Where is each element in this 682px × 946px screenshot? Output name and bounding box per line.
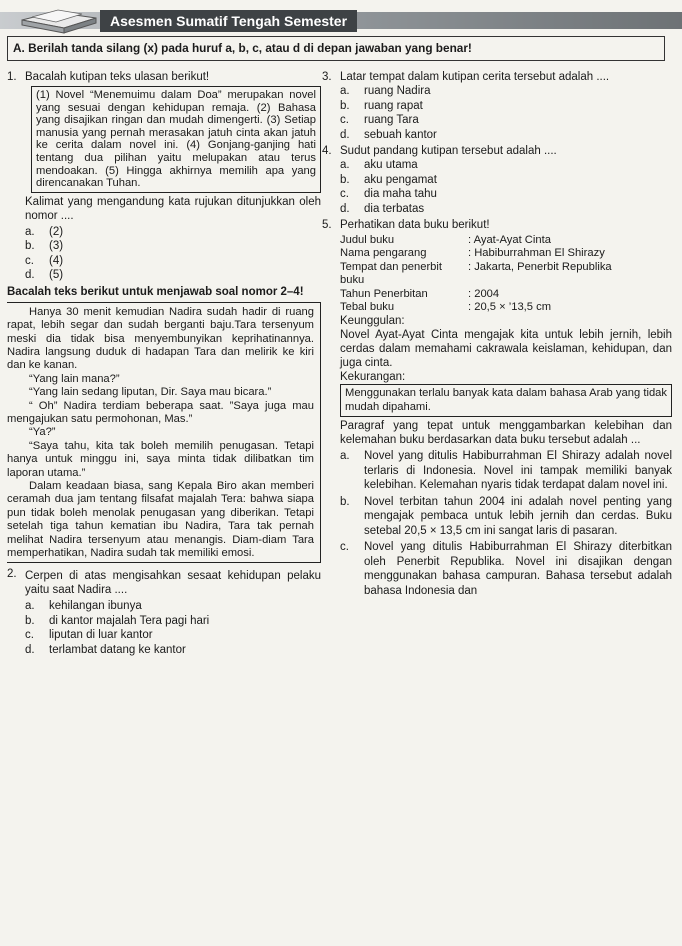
passage-heading: Bacalah teks berikut untuk menjawab soal nomor 2–4! [7,285,304,298]
option-letter: a. [25,600,35,613]
option-text: Novel yang ditulis Habiburrahman El Shirazy adalah novel terlaris di Indonesia. Novel ini tampak memiliki banyak kelebihan. Kelemahan nyaris tidak terdapat dalam novel ini. [364,450,672,492]
book-data-row [340,261,672,288]
header-title: Asesmen Sumatif Tengah Semester [100,10,357,32]
strength-label: Keunggulan: [340,315,405,328]
option-text: dia maha tahu [364,188,437,200]
option-letter: d. [25,643,35,656]
right-column [322,70,672,598]
question-1 [7,70,321,283]
option-d[interactable] [25,643,321,658]
question-4 [322,144,672,216]
book-data-value: : 20,5 × ’13,5 cm [468,301,552,314]
option-letter: d. [340,128,350,141]
question-number: 3. [322,71,332,83]
story-paragraph: “ Oh” Nadira terdiam beberapa saat. ”Saya juga mau mengajukan satu permohonan, Mas.” [7,399,314,425]
book-data-row [340,301,672,314]
book-data-table [340,234,672,314]
option-c[interactable] [340,113,672,128]
weakness-text: Menggunakan terlalu banyak kata dalam bahasa Arab yang tidak mudah dipahami. [340,384,672,417]
option-letter: c. [340,188,349,200]
option-text: ruang Tara [364,114,419,126]
option-text: kehilangan ibunya [49,600,142,613]
option-b[interactable] [25,614,321,629]
option-c[interactable] [25,628,321,643]
book-data-label: Nama pengarang [340,247,427,260]
option-a[interactable] [25,599,321,614]
option-letter: b. [340,99,350,112]
option-b[interactable] [340,495,672,539]
question-number: 4. [322,145,332,157]
question-1-text: Kalimat yang mengandung kata rujukan ditunjukkan oleh nomor .... [25,195,321,222]
option-letter: c. [25,254,34,267]
book-data-label: Tahun Penerbitan [340,287,428,300]
option-a[interactable] [340,449,672,493]
option-letter: b. [25,614,35,627]
option-text: ruang rapat [364,99,423,112]
story-paragraph: “Ya?” [29,426,56,439]
review-excerpt: (1) Novel “Menemuimu dalam Doa” merupakan novel yang sesuai dengan kehidupan remaja. (2) Bahasa yang disajikan ringan dan mudah dimengerti. (3) Setiap manusia yang pernah merasakan jatuh cinta akan jatuh ke cerita dalam novel ini. (4) Gonjang-ganjing hati tentang dua pilihan yaitu melupakan atau terus mendoakan. (5) Hingga akhirnya memilih apa yang direncanakan Tuhan. [31,86,321,193]
option-d[interactable] [340,202,672,217]
option-text: dia terbatas [364,202,425,215]
option-letter: a. [340,450,350,463]
book-data-value: : Habiburrahman El Shirazy [468,247,605,260]
book-data-row [340,247,672,260]
option-d[interactable] [25,268,321,283]
question-1-prompt: Bacalah kutipan teks ulasan berikut! [25,71,210,83]
option-letter: c. [340,541,349,554]
option-b[interactable] [25,239,321,254]
option-text: (2) [49,225,64,238]
option-letter: b. [340,495,350,508]
option-letter: d. [340,202,350,215]
question-3-text: Latar tempat dalam kutipan cerita tersebut adalah .... [340,71,610,83]
book-icon [18,4,100,34]
story-passage [7,302,321,564]
option-letter: c. [25,629,34,642]
book-data-value: : Ayat-Ayat Cinta [468,234,551,246]
story-paragraph: Hanya 30 menit kemudian Nadira sudah hadir di ruang rapat, lebih segar dan sudah berganti baju.Tara tersenyum meski dia tidak bisa menyembunyikan keprihatinannya. Nadira langsung duduk di hadapan Tara dan melirik ke kiri dan ke kanan. [7,305,314,372]
book-data-label: Tempat dan penerbit buku [340,260,442,287]
question-5 [322,218,672,598]
question-5-prompt: Perhatikan data buku berikut! [340,219,490,231]
option-c[interactable] [340,187,672,202]
story-paragraph: “Yang lain sedang liputan, Dir. Saya mau bicara.” [29,386,272,399]
option-text: aku pengamat [364,173,437,186]
option-letter: c. [340,114,349,126]
option-letter: a. [25,225,35,238]
option-text: (5) [49,269,64,282]
option-letter: b. [25,240,35,253]
option-text: aku utama [364,159,418,171]
question-4-text: Sudut pandang kutipan tersebut adalah .... [340,145,557,157]
option-text: Novel terbitan tahun 2004 ini adalah novel penting yang mengajak pembaca untuk lebih jernih dan cerdas. Buku setebal 20,5 × 13,5 cm ini sangat laris di pasaran. [364,495,672,537]
option-c[interactable] [340,540,672,598]
option-text: ruang Nadira [364,85,431,97]
option-a[interactable] [340,158,672,173]
question-2 [7,567,321,657]
question-2-text: Cerpen di atas mengisahkan sesaat kehidupan pelaku yaitu saat Nadira .... [25,570,321,597]
option-text: sebuah kantor [364,128,437,141]
story-paragraph: Dalam keadaan biasa, sang Kepala Biro akan memberi ceramah dua jam tentang filsafat majalah Tera: bahwa siapa pun tidak boleh menolak penugasan yang diberikan. Tetapi setelah tiga tahun kematian ibu Nadira, Tara tak pernah melihat Nadira tersenyum atau menangis. Diam-diam Tara memperhatikan, Nadira sudah tak memiliki emosi. [7,480,314,560]
option-text: (3) [49,240,64,253]
question-number: 1. [7,71,17,83]
weakness-label: Kekurangan: [340,371,406,384]
story-paragraph: “Saya tahu, kita tak boleh memilih penugasan. Tetapi hanya untuk minggu ini, saya minta tidak dilibatkan tim laporan utama.” [7,439,314,479]
option-text: liputan di luar kantor [49,629,153,642]
option-letter: a. [340,159,350,171]
story-paragraph: “Yang lain mana?” [29,372,120,385]
option-b[interactable] [340,173,672,188]
option-d[interactable] [340,128,672,143]
option-b[interactable] [340,99,672,114]
book-data-label: Tebal buku [340,301,395,314]
strength-text: Novel Ayat-Ayat Cinta mengajak kita untuk lebih jernih, lebih cerdas dalam memahami cakrawala keislaman, kehidupan, dan juga cinta. [340,329,672,370]
question-1-options [25,225,321,283]
option-letter: a. [340,85,350,97]
option-text: di kantor majalah Tera pagi hari [49,614,210,627]
book-data-label: Judul buku [340,234,395,246]
left-column [7,70,321,657]
question-number: 2. [7,568,17,581]
option-text: terlambat datang ke kantor [49,643,186,656]
page-header [0,0,682,36]
option-letter: b. [340,173,350,186]
instructions: A. Berilah tanda silang (x) pada huruf a, b, c, atau d di depan jawaban yang benar! [7,36,665,61]
book-data-row [340,288,672,301]
book-data-value: : Jakarta, Penerbit Republika [468,260,612,273]
option-a[interactable] [340,84,672,99]
option-text: (4) [49,254,64,267]
option-letter: d. [25,269,35,282]
book-data-row [340,234,672,247]
book-data-value: : 2004 [468,287,500,300]
question-number: 5. [322,219,332,231]
question-3 [322,70,672,142]
option-text: Novel yang ditulis Habiburrahman El Shirazy diterbitkan oleh Penerbit Republika. Novel ini disajikan dengan menggunakan bahasa campuran. Bahasa tersebut adalah bahasa Indonesia dan [364,541,672,597]
option-a[interactable] [25,225,321,240]
option-c[interactable] [25,254,321,269]
question-5-text: Paragraf yang tepat untuk menggambarkan kelebihan dan kelemahan buku berdasarkan data buku tersebut adalah ... [340,420,672,447]
